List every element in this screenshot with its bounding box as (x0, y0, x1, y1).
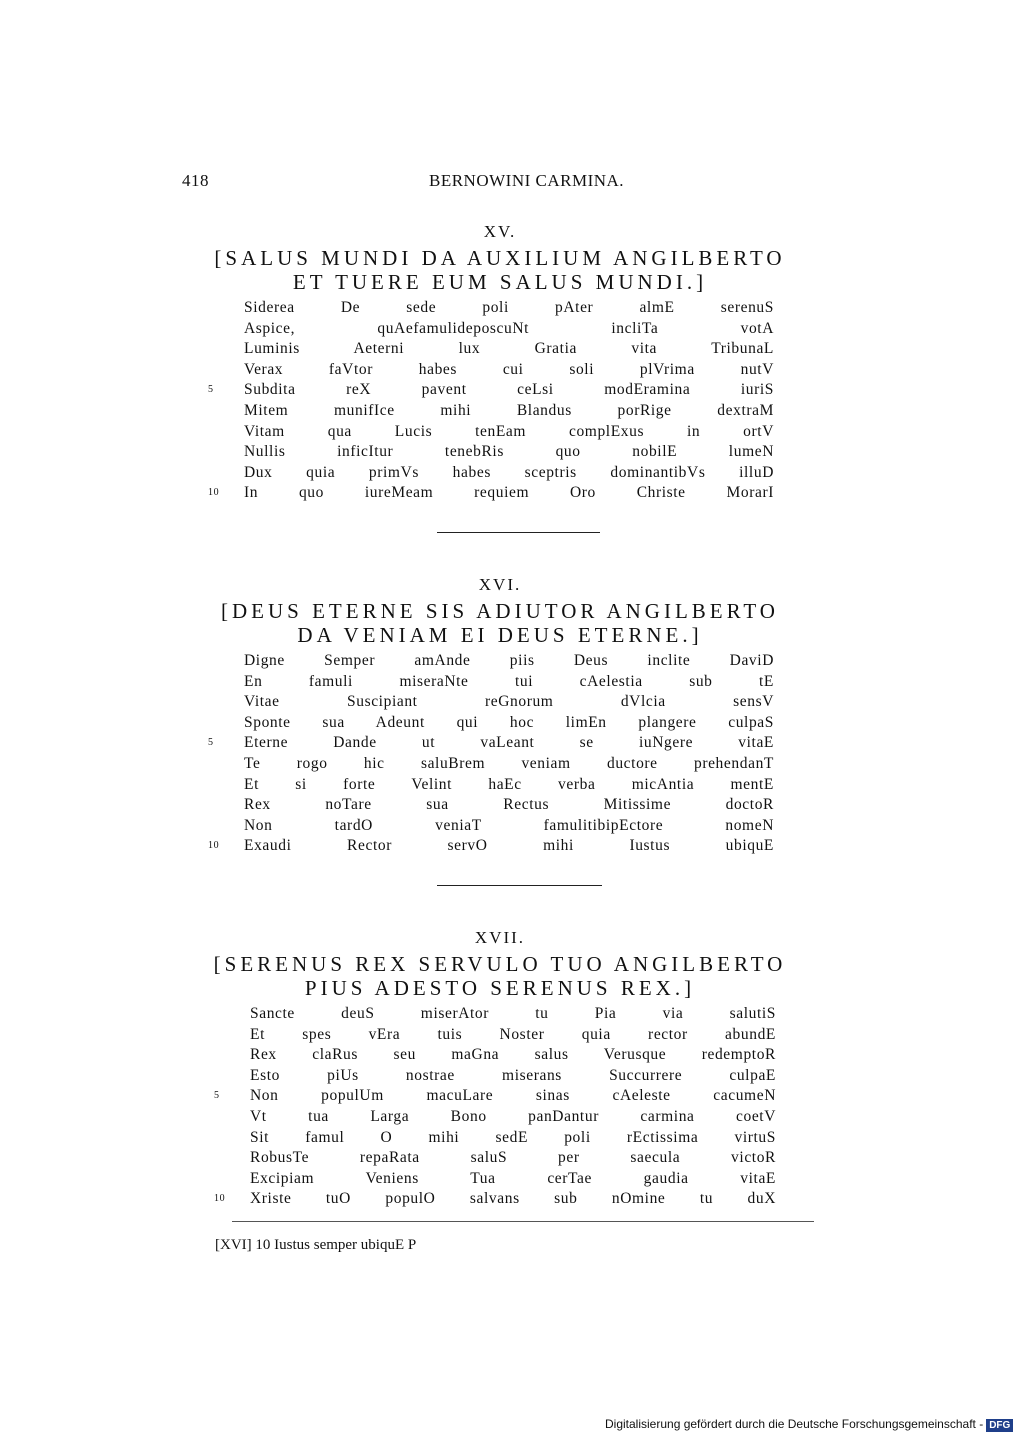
verse-line (244, 816, 774, 837)
verse-text: Vt tua Larga Bono panDantur carmina coetV (250, 1107, 776, 1125)
line-number: 5 (208, 737, 214, 749)
verse-text: Digne Semper amAnde piis Deus inclite DaviD (244, 652, 774, 669)
verse-text: Sancte deuS miserAtor tu Pia via salutiS (250, 1005, 776, 1022)
verse-line (244, 442, 774, 463)
verse-line (250, 1169, 776, 1190)
verse-line (244, 692, 774, 713)
verse-line (250, 1066, 776, 1087)
digitization-credit (605, 1417, 1013, 1432)
verse-line (250, 1107, 776, 1128)
section-divider (437, 532, 600, 533)
verse-line (208, 836, 774, 857)
verse-text: Subdita reX pavent ceLsi modEramina iuriS (244, 381, 774, 399)
verse-text: Non tardO veniaT famulitibipEctore nomeN (244, 816, 774, 834)
verse-text: Te rogo hic saluBrem veniam ductore prehendanT (244, 754, 774, 772)
dfg-logo: DFG (986, 1419, 1013, 1432)
poem-numeral: XV. (483, 222, 517, 241)
page-number: 418 (182, 171, 209, 190)
verse-text: En famuli miseraNte tui cAelestia sub tE (244, 672, 774, 690)
verse-line (208, 733, 774, 754)
poem-title-line: PIUS ADESTO SERENUS REX.] (304, 976, 696, 1000)
verse-line (250, 1025, 776, 1046)
poem-title-line: [SERENUS REX SERVULO TUO ANGILBERTO (213, 952, 787, 976)
verse-line (250, 1128, 776, 1149)
verse-text: Et spes vEra tuis Noster quia rector abundE (250, 1025, 776, 1043)
poem-title-line: [DEUS ETERNE SIS ADIUTOR ANGILBERTO (221, 599, 779, 623)
verse-text: Mitem munifIce mihi Blandus porRige dextraM (244, 401, 774, 419)
footnote-rule (232, 1221, 814, 1222)
footnote: [XVI] 10 Iustus semper ubiquE P (215, 1237, 417, 1253)
poem-numeral: XVII. (474, 928, 526, 947)
verse-text: Sponte sua Adeunt qui hoc limEn plangere culpaS (244, 713, 774, 731)
verse-text: Eterne Dande ut vaLeant se iuNgere vitaE (244, 734, 774, 752)
verse-text: Siderea De sede poli pAter almE serenuS (244, 299, 774, 316)
verse-line (244, 422, 774, 443)
poem-numeral: XVI. (478, 575, 522, 594)
verse-text: Rex claRus seu maGna salus Verusque redemptoR (250, 1046, 776, 1064)
verse-line (244, 651, 774, 672)
running-title: BERNOWINI CARMINA. (429, 171, 625, 190)
verse-text: Luminis Aeterni lux Gratia vita TribunaL (244, 340, 774, 358)
verse-line (250, 1045, 776, 1066)
line-number: 10 (214, 1193, 226, 1205)
verse-text: Aspice, quAefamulideposcuNt incliTa votA (244, 319, 774, 337)
verse-line (208, 380, 774, 401)
poem-title-line: [SALUS MUNDI DA AUXILIUM ANGILBERTO (214, 246, 786, 270)
verse-line (244, 401, 774, 422)
section-divider (437, 885, 602, 886)
verse-text: Xriste tuO populO salvans sub nOmine tu duX (250, 1190, 776, 1208)
poem-title-line: DA VENIAM EI DEUS ETERNE.] (297, 623, 703, 647)
verse-line (208, 483, 774, 504)
verse-text: Excipiam Veniens Tua cerTae gaudia vitaE (250, 1169, 776, 1187)
credit-text: Digitalisierung gefördert durch die Deutsche Forschungsgemeinschaft - (605, 1417, 984, 1431)
verse-text: Sit famul O mihi sedE poli rEctissima virtuS (250, 1128, 776, 1146)
verse-text: Vitam qua Lucis tenEam complExus in ortV (244, 422, 774, 440)
verse-line (244, 795, 774, 816)
verse-text: Esto piUs nostrae miserans Succurrere culpaE (250, 1066, 776, 1084)
poem-body (208, 298, 774, 504)
verse-text: Rex noTare sua Rectus Mitissime doctoR (244, 796, 774, 814)
verse-line (244, 713, 774, 734)
verse-line (244, 463, 774, 484)
verse-line (244, 339, 774, 360)
poem-body (208, 651, 774, 857)
verse-line (244, 360, 774, 381)
poem-title-line: ET TUERE EUM SALUS MUNDI.] (292, 270, 708, 294)
line-number: 10 (208, 840, 220, 852)
verse-line (250, 1004, 776, 1025)
line-number: 10 (208, 487, 220, 499)
verse-text: Vitae Suscipiant reGnorum dVlcia sensV (244, 693, 774, 711)
verse-line (244, 754, 774, 775)
verse-text: Et si forte Velint haEc verba micAntia mentE (244, 775, 774, 793)
verse-line (250, 1148, 776, 1169)
verse-line (214, 1189, 776, 1210)
verse-text: Nullis inficItur tenebRis quo nobilE lumeN (244, 443, 774, 461)
verse-text: Exaudi Rector servO mihi Iustus ubiquE (244, 837, 774, 855)
poem-body (214, 1004, 776, 1210)
line-number: 5 (208, 384, 214, 396)
verse-text: RobusTe repaRata saluS per saecula victoR (250, 1149, 776, 1167)
verse-line (244, 298, 774, 319)
line-number: 5 (214, 1090, 220, 1102)
verse-line (214, 1086, 776, 1107)
verse-line (244, 672, 774, 693)
verse-line (244, 319, 774, 340)
verse-line (244, 775, 774, 796)
verse-text: Verax faVtor habes cui soli plVrima nutV (244, 360, 774, 378)
verse-text: In quo iureMeam requiem Oro Christe MorarI (244, 484, 774, 502)
verse-text: Non populUm macuLare sinas cAeleste cacumeN (250, 1087, 776, 1105)
verse-text: Dux quia primVs habes sceptris dominantibVs illuD (244, 463, 774, 481)
